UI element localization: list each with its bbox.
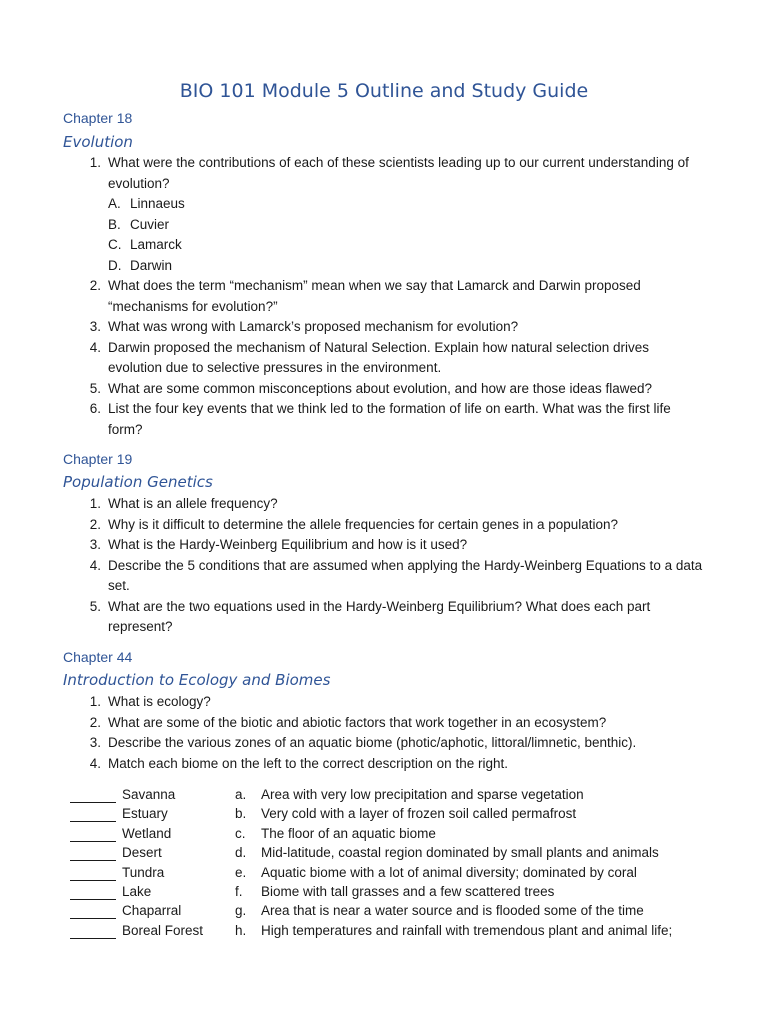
list-item: 1. What is an allele frequency? [89,496,278,511]
list-item: 4. Describe the 5 conditions that are assumed when applying the Hardy-Weinberg Equations to a data set. [89,557,703,593]
biome-description: Aquatic biome with a lot of animal diversity; dominated by coral [261,864,637,880]
biome-matching-table [70,785,710,940]
list-item: 3. What was wrong with Lamarck’s proposed mechanism for evolution? [89,319,519,334]
answer-blank[interactable] [70,903,116,919]
option-letter: g. [235,903,247,919]
ecology-subtitle: Introduction to Ecology and Biomes [63,671,331,689]
list-item: C. Lamarck [108,237,182,252]
answer-blank[interactable] [70,884,116,900]
option-letter: d. [235,845,247,861]
scientist-list [108,194,705,276]
population-genetics-subtitle: Population Genetics [63,473,213,491]
list-item: B. Cuvier [108,216,170,232]
biome-description: High temperatures and rainfall with tremendous plant and animal life; [261,922,673,938]
biome-description: The floor of an aquatic biome [261,825,436,841]
answer-blank[interactable] [70,845,116,861]
option-letter: a. [235,787,247,802]
option-letter: h. [235,922,247,938]
biome-description: Biome with tall grasses and a few scattered trees [261,883,555,899]
answer-blank[interactable] [70,826,116,842]
list-item: 4. Match each biome on the left to the correct description on the right. [89,755,508,771]
biome-description: Very cold with a layer of frozen soil called permafrost [261,806,577,822]
biome-name: Wetland [122,825,172,841]
table-row [70,863,710,882]
list-item: 2. Why is it difficult to determine the allele frequencies for certain genes in a population? [89,516,619,532]
biome-description: Mid-latitude, coastal region dominated by small plants and animals [261,845,659,861]
biome-name: Lake [122,883,152,899]
table-row [70,804,710,823]
chapter-44-heading: Chapter 44 [63,649,133,665]
biome-name: Tundra [122,864,165,880]
list-item: 2. What are some of the biotic and abiotic factors that work together in an ecosystem? [89,714,607,730]
answer-blank[interactable] [70,865,116,881]
chapter-44-questions [80,692,705,774]
table-row [70,785,710,804]
answer-blank[interactable] [70,923,116,939]
chapter-18-questions [80,153,705,440]
page-title: BIO 101 Module 5 Outline and Study Guide [179,80,589,102]
list-item: 6. List the four key events that we think led to the formation of life on earth. What was the first life form? [89,401,671,437]
list-item: 3. Describe the various zones of an aquatic biome (photic/aphotic, littoral/limnetic, benthic). [89,735,637,750]
table-row [70,901,710,920]
biome-name: Desert [122,845,162,861]
evolution-subtitle: Evolution [63,133,133,151]
chapter-18-heading: Chapter 18 [63,110,133,126]
biome-description: Area that is near a water source and is flooded some of the time [261,903,644,919]
list-item: 2. What does the term “mechanism” mean when we say that Lamarck and Darwin proposed “mechanisms for evolution?” [89,278,641,314]
chapter-19-questions [80,494,705,638]
list-item: 5. What are some common misconceptions about evolution, and how are those ideas flawed? [89,380,653,396]
biome-name: Estuary [122,806,168,822]
biome-name: Savanna [122,787,176,802]
option-letter: f. [235,883,243,899]
list-item: 1. What is ecology? [89,694,211,709]
table-row [70,843,710,862]
option-letter: b. [235,806,247,822]
option-letter: e. [235,864,247,880]
biome-name: Chaparral [122,903,182,919]
table-row [70,824,710,843]
list-item: 1. What were the contributions of each of these scientists leading up to our current understanding of evolution? A. Linnaeus B. Cuvier C. Lamarck D. Darwin [80,153,705,276]
list-item: A. Linnaeus [108,196,185,211]
answer-blank[interactable] [70,787,116,803]
list-item: 5. What are the two equations used in the Hardy-Weinberg Equilibrium? What does each part represent? [89,598,651,634]
table-row [70,882,710,901]
chapter-19-heading: Chapter 19 [63,451,133,467]
list-item: 3. What is the Hardy-Weinberg Equilibrium and how is it used? [89,537,468,552]
list-item: D. Darwin [108,257,173,273]
list-item: 4. Darwin proposed the mechanism of Natural Selection. Explain how natural selection drives evolution due to selective pressures in the environment. [89,339,650,375]
biome-name: Boreal Forest [122,922,204,938]
table-row [70,921,710,940]
option-letter: c. [235,825,246,841]
answer-blank[interactable] [70,806,116,822]
biome-description: Area with very low precipitation and sparse vegetation [261,787,584,802]
